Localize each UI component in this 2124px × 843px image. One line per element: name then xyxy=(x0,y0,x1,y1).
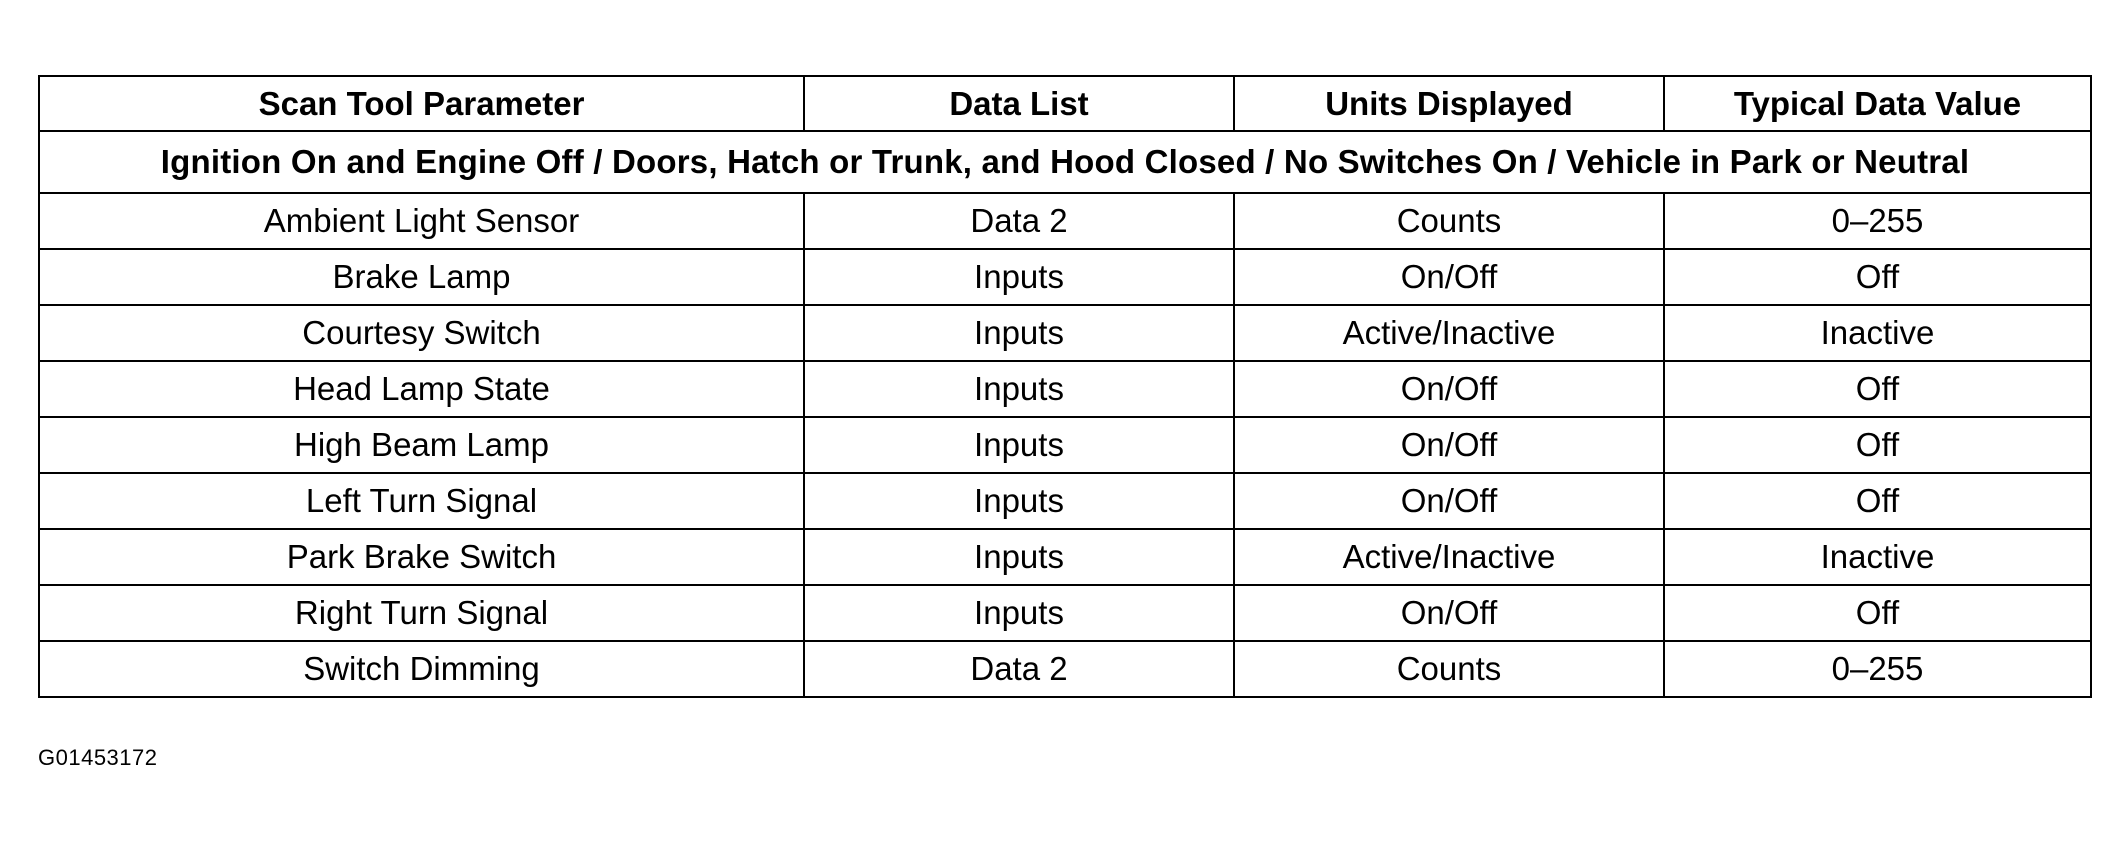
header-data-list: Data List xyxy=(804,76,1234,131)
table-row xyxy=(39,417,2091,473)
cell-units: On/Off xyxy=(1234,361,1664,417)
header-typical-data-value: Typical Data Value xyxy=(1664,76,2091,131)
cell-data-list: Inputs xyxy=(804,417,1234,473)
cell-data-list: Data 2 xyxy=(804,193,1234,249)
cell-units: Counts xyxy=(1234,641,1664,697)
cell-data-list: Inputs xyxy=(804,585,1234,641)
cell-typical-value: Off xyxy=(1664,249,2091,305)
table-row xyxy=(39,585,2091,641)
cell-parameter: Park Brake Switch xyxy=(39,529,804,585)
figure-id: G01453172 xyxy=(38,745,158,770)
cell-parameter: Ambient Light Sensor xyxy=(39,193,804,249)
cell-units: On/Off xyxy=(1234,417,1664,473)
cell-units: Active/Inactive xyxy=(1234,529,1664,585)
cell-typical-value: 0–255 xyxy=(1664,193,2091,249)
table-row xyxy=(39,641,2091,697)
table-row xyxy=(39,529,2091,585)
cell-parameter: Right Turn Signal xyxy=(39,585,804,641)
cell-parameter: Brake Lamp xyxy=(39,249,804,305)
condition-row xyxy=(39,131,2091,193)
header-units-displayed: Units Displayed xyxy=(1234,76,1664,131)
cell-units: On/Off xyxy=(1234,585,1664,641)
cell-typical-value: Off xyxy=(1664,585,2091,641)
cell-parameter: High Beam Lamp xyxy=(39,417,804,473)
cell-parameter: Switch Dimming xyxy=(39,641,804,697)
cell-units: Active/Inactive xyxy=(1234,305,1664,361)
cell-data-list: Inputs xyxy=(804,305,1234,361)
header-row xyxy=(39,76,2091,131)
cell-parameter: Head Lamp State xyxy=(39,361,804,417)
table-row xyxy=(39,249,2091,305)
cell-typical-value: Off xyxy=(1664,417,2091,473)
cell-typical-value: 0–255 xyxy=(1664,641,2091,697)
table-row xyxy=(39,193,2091,249)
cell-typical-value: Off xyxy=(1664,473,2091,529)
test-condition: Ignition On and Engine Off / Doors, Hatch or Trunk, and Hood Closed / No Switches On / Vehicle in Park or Neutral xyxy=(39,131,2091,193)
cell-data-list: Inputs xyxy=(804,473,1234,529)
cell-typical-value: Inactive xyxy=(1664,305,2091,361)
table-row xyxy=(39,473,2091,529)
cell-typical-value: Inactive xyxy=(1664,529,2091,585)
cell-units: On/Off xyxy=(1234,249,1664,305)
cell-typical-value: Off xyxy=(1664,361,2091,417)
cell-data-list: Inputs xyxy=(804,249,1234,305)
cell-parameter: Courtesy Switch xyxy=(39,305,804,361)
cell-parameter: Left Turn Signal xyxy=(39,473,804,529)
table-row xyxy=(39,305,2091,361)
scan-tool-data-table xyxy=(38,75,2092,698)
cell-data-list: Data 2 xyxy=(804,641,1234,697)
cell-data-list: Inputs xyxy=(804,529,1234,585)
cell-units: On/Off xyxy=(1234,473,1664,529)
cell-units: Counts xyxy=(1234,193,1664,249)
cell-data-list: Inputs xyxy=(804,361,1234,417)
header-scan-tool-parameter: Scan Tool Parameter xyxy=(39,76,804,131)
table-row xyxy=(39,361,2091,417)
